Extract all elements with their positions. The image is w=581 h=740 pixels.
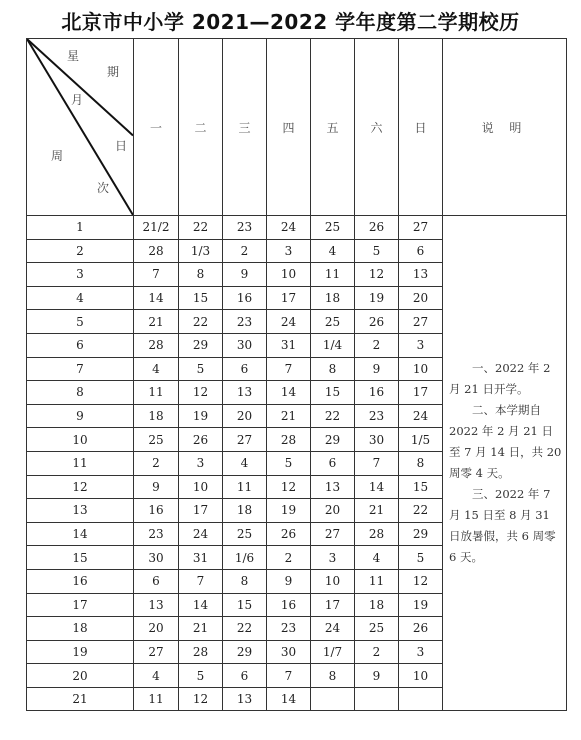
date-cell: 25 (311, 216, 355, 240)
date-cell: 7 (134, 263, 179, 287)
date-cell: 12 (355, 263, 399, 287)
date-cell: 3 (267, 239, 311, 263)
date-cell: 2 (134, 451, 179, 475)
date-cell: 6 (399, 239, 443, 263)
date-cell: 30 (267, 640, 311, 664)
date-cell: 2 (355, 333, 399, 357)
date-cell: 11 (311, 263, 355, 287)
date-cell: 12 (399, 569, 443, 593)
date-cell: 14 (179, 593, 223, 617)
day-header-fri: 五 (311, 39, 355, 216)
date-cell: 15 (399, 475, 443, 499)
date-cell: 22 (311, 404, 355, 428)
date-cell: 3 (399, 333, 443, 357)
date-cell: 13 (311, 475, 355, 499)
date-cell: 16 (355, 381, 399, 405)
header-row (27, 39, 567, 216)
date-cell: 23 (355, 404, 399, 428)
week-number-cell: 6 (27, 333, 134, 357)
date-cell: 29 (223, 640, 267, 664)
date-cell: 8 (311, 357, 355, 381)
date-cell: 19 (179, 404, 223, 428)
day-header-sun: 日 (399, 39, 443, 216)
week-number-cell: 15 (27, 546, 134, 570)
date-cell: 28 (355, 522, 399, 546)
date-cell: 30 (355, 428, 399, 452)
date-cell: 6 (223, 664, 267, 688)
date-cell: 18 (355, 593, 399, 617)
date-cell: 11 (355, 569, 399, 593)
week-number-cell: 8 (27, 381, 134, 405)
date-cell: 21 (134, 310, 179, 334)
date-cell: 18 (134, 404, 179, 428)
date-cell: 27 (134, 640, 179, 664)
week-number-cell: 12 (27, 475, 134, 499)
date-cell: 22 (179, 310, 223, 334)
week-number-cell: 10 (27, 428, 134, 452)
date-cell: 4 (223, 451, 267, 475)
date-cell: 13 (134, 593, 179, 617)
date-cell: 11 (223, 475, 267, 499)
week-number-cell: 21 (27, 687, 134, 711)
date-cell: 9 (267, 569, 311, 593)
date-cell: 23 (223, 310, 267, 334)
date-cell: 5 (179, 357, 223, 381)
date-cell: 17 (267, 286, 311, 310)
label-zhou: 周 (51, 149, 64, 163)
date-cell: 1/3 (179, 239, 223, 263)
week-number-cell: 3 (27, 263, 134, 287)
date-cell: 26 (179, 428, 223, 452)
date-cell: 26 (399, 617, 443, 641)
date-cell: 29 (311, 428, 355, 452)
week-number-cell: 9 (27, 404, 134, 428)
date-cell: 15 (311, 381, 355, 405)
day-header-tue: 二 (179, 39, 223, 216)
date-cell: 21 (355, 499, 399, 523)
date-cell: 25 (355, 617, 399, 641)
week-number-cell: 1 (27, 216, 134, 240)
date-cell: 29 (399, 522, 443, 546)
date-cell: 24 (179, 522, 223, 546)
notes-header: 说 明 (443, 39, 567, 216)
date-cell: 28 (134, 333, 179, 357)
date-cell: 28 (179, 640, 223, 664)
date-cell: 19 (267, 499, 311, 523)
date-cell: 13 (399, 263, 443, 287)
day-header-wed: 三 (223, 39, 267, 216)
date-cell: 23 (223, 216, 267, 240)
date-cell: 20 (134, 617, 179, 641)
date-cell: 9 (134, 475, 179, 499)
date-cell: 16 (134, 499, 179, 523)
date-cell: 5 (399, 546, 443, 570)
date-cell: 1/6 (223, 546, 267, 570)
date-cell: 4 (311, 239, 355, 263)
date-cell: 10 (311, 569, 355, 593)
date-cell: 8 (399, 451, 443, 475)
date-cell: 7 (179, 569, 223, 593)
week-number-cell: 18 (27, 617, 134, 641)
date-cell: 14 (134, 286, 179, 310)
date-cell: 4 (134, 664, 179, 688)
date-cell: 5 (355, 239, 399, 263)
table-row (27, 216, 567, 240)
date-cell: 26 (355, 216, 399, 240)
date-cell: 30 (134, 546, 179, 570)
date-cell: 15 (179, 286, 223, 310)
date-cell: 1/7 (311, 640, 355, 664)
date-cell: 8 (223, 569, 267, 593)
note-paragraph: 一、2022 年 2 月 21 日开学。 (449, 361, 551, 397)
label-xing: 星 (67, 49, 80, 63)
date-cell: 19 (399, 593, 443, 617)
date-cell: 4 (355, 546, 399, 570)
week-number-cell: 7 (27, 357, 134, 381)
date-cell: 13 (223, 381, 267, 405)
date-cell: 14 (267, 381, 311, 405)
date-cell: 21 (267, 404, 311, 428)
date-cell: 25 (223, 522, 267, 546)
date-cell: 24 (399, 404, 443, 428)
week-number-cell: 13 (27, 499, 134, 523)
date-cell: 8 (179, 263, 223, 287)
date-cell: 20 (223, 404, 267, 428)
date-cell: 12 (179, 381, 223, 405)
date-cell: 25 (311, 310, 355, 334)
date-cell: 28 (134, 239, 179, 263)
date-cell: 12 (267, 475, 311, 499)
date-cell: 5 (267, 451, 311, 475)
date-cell: 6 (134, 569, 179, 593)
page-title: 北京市中小学 2021—2022 学年度第二学期校历 (61, 10, 520, 34)
date-cell: 31 (179, 546, 223, 570)
date-cell: 11 (134, 687, 179, 711)
date-cell: 21 (179, 617, 223, 641)
date-cell: 26 (267, 522, 311, 546)
date-cell: 23 (267, 617, 311, 641)
label-yue: 月 (71, 93, 84, 107)
date-cell: 13 (223, 687, 267, 711)
date-cell: 17 (311, 593, 355, 617)
date-cell: 9 (355, 664, 399, 688)
date-cell: 30 (223, 333, 267, 357)
date-cell: 21/2 (134, 216, 179, 240)
date-cell: 8 (311, 664, 355, 688)
date-cell: 3 (179, 451, 223, 475)
date-cell: 2 (355, 640, 399, 664)
date-cell: 6 (223, 357, 267, 381)
date-cell: 3 (399, 640, 443, 664)
date-cell: 10 (179, 475, 223, 499)
day-header-sat: 六 (355, 39, 399, 216)
date-cell: 11 (134, 381, 179, 405)
week-number-cell: 14 (27, 522, 134, 546)
date-cell: 1/4 (311, 333, 355, 357)
date-cell: 7 (267, 357, 311, 381)
day-header-thu: 四 (267, 39, 311, 216)
date-cell: 24 (311, 617, 355, 641)
date-cell: 27 (311, 522, 355, 546)
date-cell: 28 (267, 428, 311, 452)
week-number-cell: 20 (27, 664, 134, 688)
date-cell: 22 (399, 499, 443, 523)
date-cell: 17 (179, 499, 223, 523)
date-cell: 2 (267, 546, 311, 570)
date-cell: 18 (223, 499, 267, 523)
date-cell: 17 (399, 381, 443, 405)
date-cell: 20 (311, 499, 355, 523)
week-number-cell: 17 (27, 593, 134, 617)
date-cell (311, 687, 355, 711)
label-ri: 日 (115, 139, 128, 153)
date-cell: 14 (267, 687, 311, 711)
note-paragraph: 三、2022 年 7 月 15 日至 8 月 31 日放暑假，共 6 周零 6 天。 (449, 487, 556, 565)
date-cell: 9 (223, 263, 267, 287)
week-number-cell: 5 (27, 310, 134, 334)
label-qi: 期 (107, 65, 120, 79)
date-cell: 10 (399, 664, 443, 688)
week-number-cell: 4 (27, 286, 134, 310)
date-cell: 14 (355, 475, 399, 499)
date-cell: 27 (399, 310, 443, 334)
week-number-cell: 16 (27, 569, 134, 593)
week-number-cell: 19 (27, 640, 134, 664)
date-cell: 7 (267, 664, 311, 688)
date-cell (355, 687, 399, 711)
week-number-cell: 11 (27, 451, 134, 475)
date-cell: 1/5 (399, 428, 443, 452)
date-cell: 9 (355, 357, 399, 381)
note-paragraph: 二、本学期自 2022 年 2 月 21 日至 7 月 14 日，共 20 周零 4 天。 (449, 403, 562, 481)
date-cell: 18 (311, 286, 355, 310)
date-cell: 24 (267, 310, 311, 334)
date-cell: 3 (311, 546, 355, 570)
notes-cell (443, 216, 567, 711)
date-cell: 23 (134, 522, 179, 546)
date-cell: 6 (311, 451, 355, 475)
date-cell: 15 (223, 593, 267, 617)
date-cell: 24 (267, 216, 311, 240)
calendar-body (27, 216, 567, 711)
calendar-table (26, 38, 567, 711)
label-ci: 次 (97, 181, 110, 195)
date-cell: 5 (179, 664, 223, 688)
school-calendar (26, 38, 566, 712)
date-cell (399, 687, 443, 711)
date-cell: 16 (223, 286, 267, 310)
date-cell: 16 (267, 593, 311, 617)
date-cell: 7 (355, 451, 399, 475)
date-cell: 27 (223, 428, 267, 452)
date-cell: 26 (355, 310, 399, 334)
date-cell: 22 (179, 216, 223, 240)
date-cell: 10 (267, 263, 311, 287)
date-cell: 22 (223, 617, 267, 641)
date-cell: 19 (355, 286, 399, 310)
week-number-cell: 2 (27, 239, 134, 263)
date-cell: 20 (399, 286, 443, 310)
date-cell: 25 (134, 428, 179, 452)
date-cell: 2 (223, 239, 267, 263)
date-cell: 10 (399, 357, 443, 381)
date-cell: 4 (134, 357, 179, 381)
day-header-mon: 一 (134, 39, 179, 216)
date-cell: 27 (399, 216, 443, 240)
date-cell: 12 (179, 687, 223, 711)
diagonal-header-cell (27, 39, 134, 216)
date-cell: 29 (179, 333, 223, 357)
date-cell: 31 (267, 333, 311, 357)
